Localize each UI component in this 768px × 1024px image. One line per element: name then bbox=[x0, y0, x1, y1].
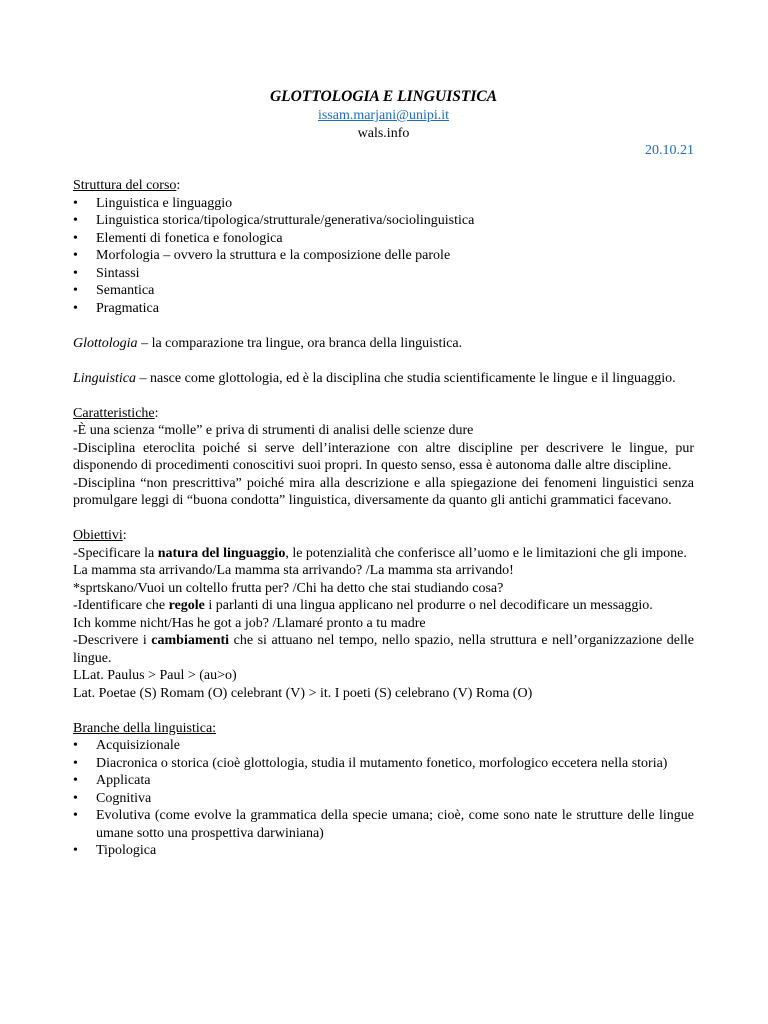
obiettivo-2: -Identificare che regole i parlanti di una lingua applicano nel produrre o nel decodificare un messaggio. bbox=[73, 598, 653, 613]
obiettivo-1: -Specificare la natura del linguaggio, le potenzialità che conferisce all’uomo e le limitazioni che gli impone. bbox=[73, 545, 687, 561]
branche-heading: Branche della linguistica: bbox=[73, 720, 217, 736]
obiettivo-3: -Descrivere i cambiamenti che si attuano nel tempo, nello spazio, nella struttura e nell’organizzazione delle lingue. bbox=[73, 633, 694, 666]
obiettivi-heading: Obiettivi: bbox=[73, 528, 127, 543]
caratteristica-line: -Disciplina “non prescrittiva” poiché mira alla descrizione e alla spiegazione dei fenomeni linguistici senza promulgare leggi di “buona condotta” linguistica, diversamente da quanto gli antichi grammatici facevano. bbox=[73, 475, 694, 508]
list-item: • Acquisizionale bbox=[73, 737, 694, 755]
example-line: LLat. Paulus > Paul > (au>o) bbox=[73, 668, 237, 683]
list-item: • Morfologia – ovvero la struttura e la composizione delle parole bbox=[73, 247, 694, 265]
course-heading: Struttura del corso: bbox=[73, 178, 181, 193]
example-line: *sprtskano/Vuoi un coltello frutta per? /Chi ha detto che stai studiando cosa? bbox=[73, 580, 504, 596]
example-line: Lat. Poetae (S) Romam (O) celebrant (V) > it. I poeti (S) celebrano (V) Roma (O) bbox=[73, 685, 533, 701]
list-item: • Applicata bbox=[73, 772, 694, 790]
example-line: La mamma sta arrivando/La mamma sta arrivando? /La mamma sta arrivando! bbox=[73, 563, 514, 578]
list-item: • Elementi di fonetica e fonologica bbox=[73, 230, 694, 248]
document-title: GLOTTOLOGIA E LINGUISTICA bbox=[269, 88, 498, 105]
list-item: • Linguistica e linguaggio bbox=[73, 195, 694, 213]
list-item: • Tipologica bbox=[73, 842, 694, 860]
list-item: • Linguistica storica/tipologica/strutturale/generativa/sociolinguistica bbox=[73, 212, 694, 230]
document-page bbox=[73, 87, 694, 860]
course-list bbox=[73, 195, 694, 318]
linguistica-definition: Linguistica – nasce come glottologia, ed è la disciplina che studia scientificamente le lingue e il linguaggio. bbox=[73, 370, 676, 386]
email-line bbox=[73, 107, 694, 125]
list-item: • Evolutiva (come evolve la grammatica della specie umana; cioè, come sono nate le strutture delle lingue umane sotto una prospettiva darwiniana) bbox=[73, 807, 694, 842]
example-line: Ich komme nicht/Has he got a job? /Llamaré pronto a tu madre bbox=[73, 615, 426, 631]
list-item: • Sintassi bbox=[73, 265, 694, 283]
email-link[interactable]: issam.marjani@unipi.it bbox=[317, 108, 450, 123]
caratteristica-line: -È una scienza “molle” e priva di strumenti di analisi delle scienze dure bbox=[73, 423, 474, 438]
list-item: • Pragmatica bbox=[73, 300, 694, 318]
date-text: 20.10.21 bbox=[645, 143, 694, 158]
list-item: • Diacronica o storica (cioè glottologia, studia il mutamento fonetico, morfologico eccetera nella storia) bbox=[73, 755, 694, 773]
caratteristica-line: -Disciplina eteroclita poiché si serve dell’interazione con altre discipline per descrivere le lingue, pur disponendo di procedimenti conoscitivi suoi propri. In questo senso, essa è autonoma dalle altre discipline. bbox=[73, 440, 694, 473]
branche-list bbox=[73, 737, 694, 860]
glottologia-definition: Glottologia – la comparazione tra lingue, ora branca della linguistica. bbox=[73, 335, 463, 351]
list-item: • Cognitiva bbox=[73, 790, 694, 808]
list-item: • Semantica bbox=[73, 282, 694, 300]
caratteristiche-heading: Caratteristiche: bbox=[73, 405, 159, 421]
site-text: wals.info bbox=[357, 125, 410, 141]
